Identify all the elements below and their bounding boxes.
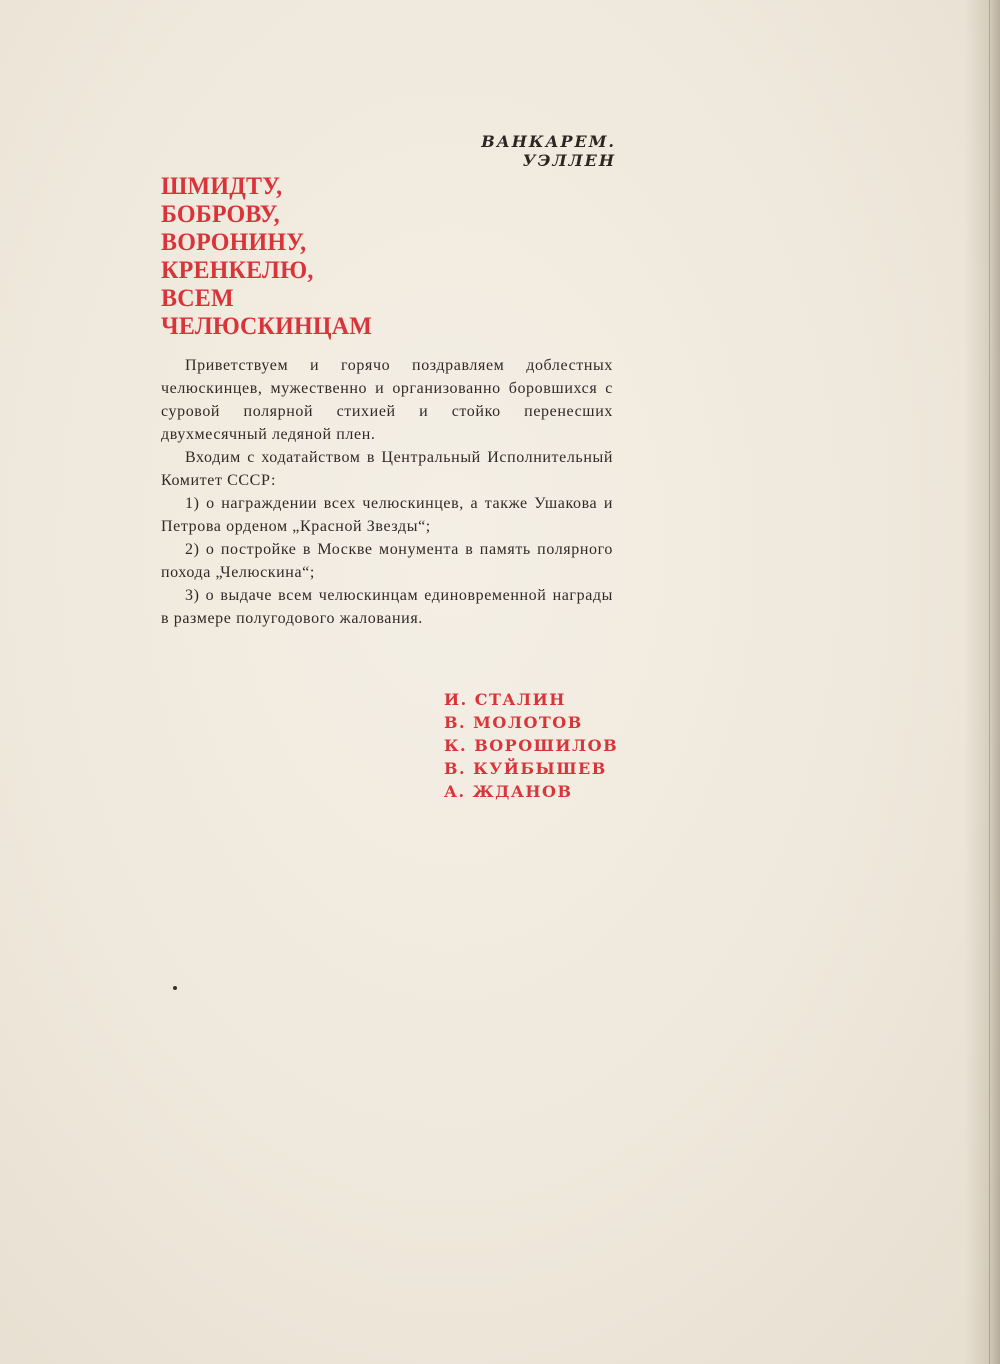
signatory: К. ВОРОШИЛОВ bbox=[444, 736, 619, 755]
petition-item: 2) о постройке в Москве монумента в память полярного похода „Челюскина“; bbox=[161, 541, 613, 581]
petition-item: 1) о награждении всех челюскинцев, а также Ушакова и Петрова орденом „Красной Звезды“; bbox=[161, 495, 613, 535]
addressee-list bbox=[161, 172, 461, 340]
message-body bbox=[161, 354, 613, 630]
addressee: ВОРОНИНУ, bbox=[161, 229, 307, 257]
addressee: КРЕНКЕЛЮ, bbox=[161, 257, 314, 285]
signatory: А. ЖДАНОВ bbox=[444, 782, 573, 801]
binding-edge bbox=[989, 0, 990, 1364]
signatory: И. СТАЛИН bbox=[444, 690, 566, 709]
signatory: В. МОЛОТОВ bbox=[444, 713, 583, 732]
body-paragraph: Входим с ходатайством в Центральный Исполнительный Комитет СССР: bbox=[161, 449, 613, 489]
paper-speck bbox=[173, 986, 177, 990]
signatory: В. КУЙБЫШЕВ bbox=[444, 759, 607, 778]
addressee: ШМИДТУ, bbox=[161, 173, 283, 201]
telegram-location: ВАНКАРЕМ. УЭЛЛЕН bbox=[481, 132, 616, 170]
addressee: ЧЕЛЮСКИНЦАМ bbox=[161, 313, 373, 341]
petition-item: 3) о выдаче всем челюскинцам единовременной награды в размере полугодового жалования. bbox=[161, 587, 613, 627]
signatory-list bbox=[444, 688, 618, 803]
addressee: БОБРОВУ, bbox=[161, 201, 280, 229]
body-paragraph: Приветствуем и горячо поздравляем доблестных челюскинцев, мужественно и организованно боровшихся с суровой полярной стихией и стойко перенесших двухмесячный ледяной плен. bbox=[161, 357, 613, 443]
binding-shadow bbox=[964, 0, 1000, 1364]
addressee: ВСЕМ bbox=[161, 285, 234, 313]
